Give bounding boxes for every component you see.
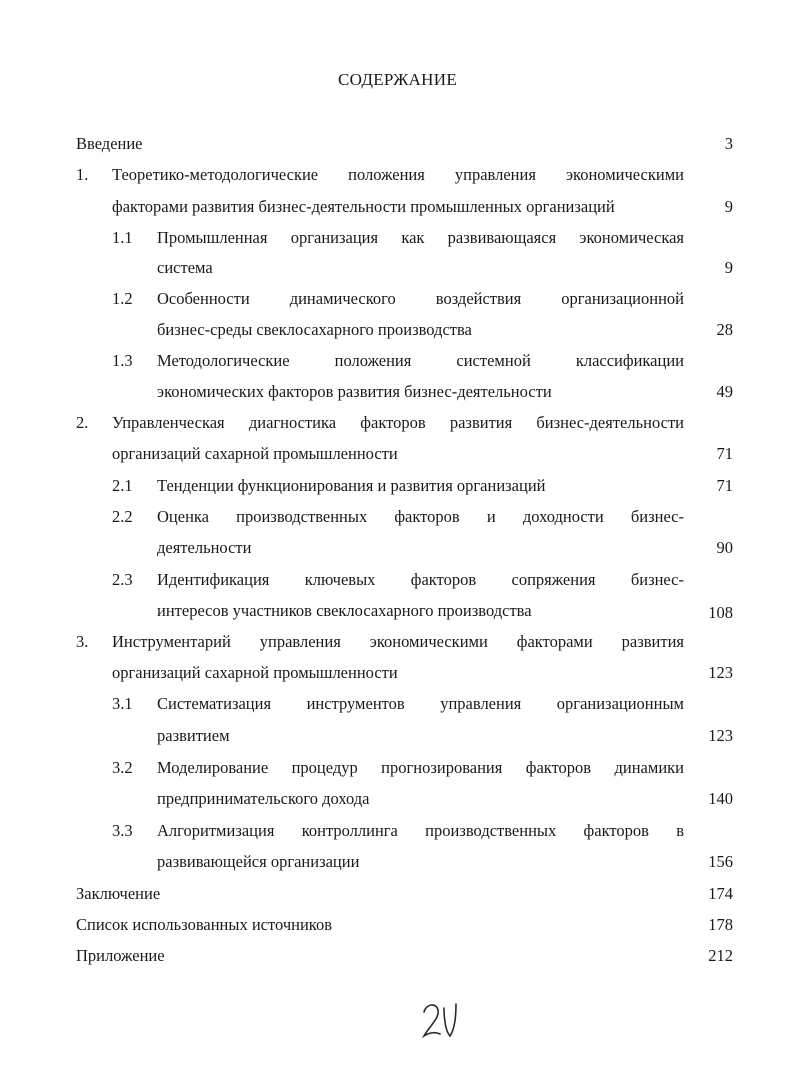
toc-conclusion-label: Заключение: [76, 884, 161, 903]
toc-s32-number: 3.2: [112, 758, 133, 777]
toc-s22-title-line2: деятельности: [157, 538, 252, 557]
toc-ch1-number: 1.: [76, 165, 89, 184]
toc-s23-title-line1: Идентификация ключевых факторов сопряжения бизнес-: [157, 570, 684, 589]
toc-appendix-label: Приложение: [76, 946, 165, 965]
toc-s11-page: 9: [724, 258, 733, 277]
toc-ch1-title-line1: Теоретико-методологические положения управления экономическими: [112, 165, 684, 184]
toc-s11-title-line1: Промышленная организация как развивающаяся экономическая: [157, 228, 684, 247]
toc-s22-page: 90: [716, 538, 733, 557]
toc-s33-title-line1: Алгоритмизация контроллинга производственных факторов в: [157, 821, 684, 840]
toc-s33-page: 156: [708, 852, 733, 871]
toc-s13-title-line2: экономических факторов развития бизнес-деятельности: [157, 382, 552, 401]
toc-s23-page: 108: [708, 603, 733, 622]
toc-ch2-title-line1: Управленческая диагностика факторов развития бизнес-деятельности: [112, 413, 684, 432]
toc-s12-title-line2: бизнес-среды свеклосахарного производства: [157, 320, 472, 339]
toc-s21-number: 2.1: [112, 476, 133, 495]
toc-s11-number: 1.1: [112, 228, 133, 247]
toc-s33-number: 3.3: [112, 821, 133, 840]
toc-s32-title-line1: Моделирование процедур прогнозирования факторов динамики: [157, 758, 684, 777]
toc-sources-label: Список использованных источников: [76, 915, 332, 934]
toc-ch3-page: 123: [708, 663, 733, 682]
toc-ch1-page: 9: [724, 197, 733, 216]
page-title: СОДЕРЖАНИЕ: [337, 70, 458, 89]
toc-ch2-title-line2: организаций сахарной промышленности: [112, 444, 398, 463]
toc-sources-page: 178: [708, 915, 733, 934]
toc-s31-title-line2: развитием: [157, 726, 230, 745]
toc-ch3-title-line1: Инструментарий управления экономическими факторами развития: [112, 632, 684, 651]
toc-s22-title-line1: Оценка производственных факторов и доходности бизнес-: [157, 507, 684, 526]
toc-s32-page: 140: [708, 789, 733, 808]
toc-intro-page: 3: [724, 134, 733, 153]
toc-ch2-number: 2.: [76, 413, 89, 432]
toc-s21-page: 71: [716, 476, 733, 495]
toc-s12-number: 1.2: [112, 289, 133, 308]
toc-conclusion-page: 174: [708, 884, 733, 903]
toc-s12-title-line1: Особенности динамического воздействия организационной: [157, 289, 684, 308]
toc-s31-page: 123: [708, 726, 733, 745]
toc-s13-title-line1: Методологические положения системной классификации: [157, 351, 684, 370]
toc-appendix-page: 212: [708, 946, 733, 965]
toc-s13-page: 49: [716, 382, 733, 401]
toc-ch3-number: 3.: [76, 632, 89, 651]
toc-s11-title-line2: система: [157, 258, 213, 277]
toc-s32-title-line2: предпринимательского дохода: [157, 789, 370, 808]
toc-s31-number: 3.1: [112, 694, 133, 713]
toc-s33-title-line2: развивающейся организации: [157, 852, 360, 871]
toc-ch2-page: 71: [716, 444, 733, 463]
toc-intro-label: Введение: [76, 134, 143, 153]
handwritten-page-number: [418, 998, 462, 1044]
toc-s23-title-line2: интересов участников свеклосахарного производства: [157, 601, 532, 620]
toc-s23-number: 2.3: [112, 570, 133, 589]
toc-ch1-title-line2: факторами развития бизнес-деятельности промышленных организаций: [112, 197, 615, 216]
toc-s22-number: 2.2: [112, 507, 133, 526]
toc-s31-title-line1: Систематизация инструментов управления организационным: [157, 694, 684, 713]
toc-ch3-title-line2: организаций сахарной промышленности: [112, 663, 398, 682]
toc-s13-number: 1.3: [112, 351, 133, 370]
toc-s21-title-line1: Тенденции функционирования и развития организаций: [157, 476, 546, 495]
toc-s12-page: 28: [716, 320, 733, 339]
